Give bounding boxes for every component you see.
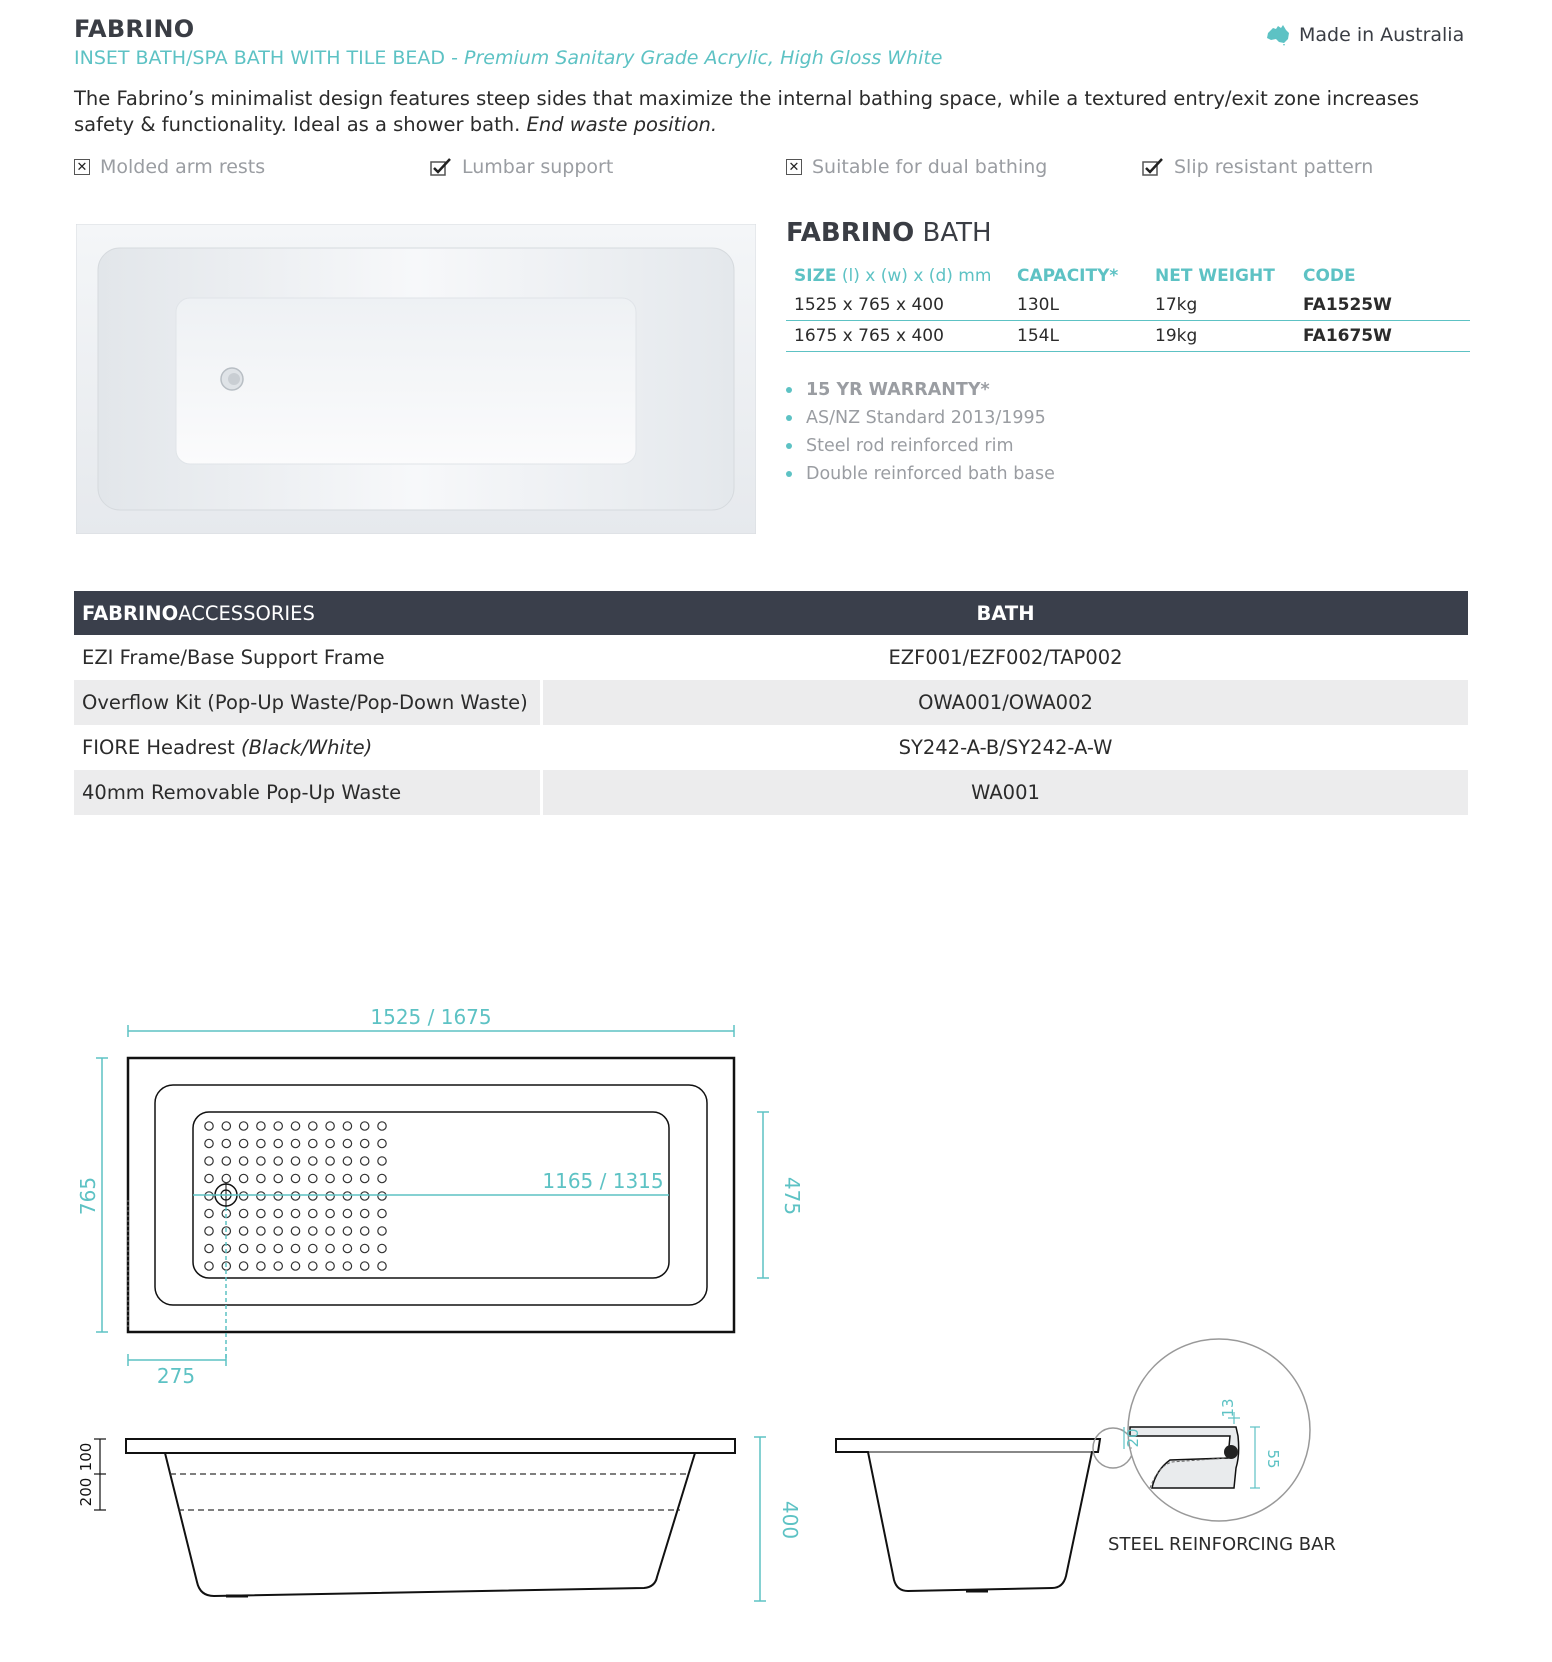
slip-dot	[239, 1122, 247, 1130]
slip-dot	[291, 1122, 299, 1130]
slip-dot	[274, 1139, 282, 1147]
cell-weight: 17kg	[1147, 290, 1295, 321]
product-subtitle	[74, 47, 943, 69]
bath-photo	[76, 224, 756, 534]
accessory-code: WA001	[543, 770, 1468, 815]
made-in-label: Made in Australia	[1299, 24, 1465, 46]
slip-dot	[361, 1157, 369, 1165]
product-title: FABRINO	[74, 15, 195, 43]
dim-length: 1525 / 1675	[370, 1005, 492, 1029]
table-row	[786, 321, 1470, 352]
check-icon	[430, 158, 452, 176]
slip-dot	[274, 1227, 282, 1235]
slip-dot	[361, 1122, 369, 1130]
slip-dot	[378, 1139, 386, 1147]
subtitle-main: INSET BATH/SPA BATH WITH TILE BEAD -	[74, 47, 464, 69]
side-elevation	[94, 1439, 735, 1596]
col-capacity: CAPACITY*	[1017, 266, 1119, 286]
feature-slip-resistant	[1142, 156, 1373, 178]
table-row	[74, 635, 1468, 680]
australia-icon	[1265, 24, 1291, 46]
slip-dot	[205, 1227, 213, 1235]
feature-label: Molded arm rests	[100, 156, 266, 178]
slip-dot	[257, 1244, 265, 1252]
slip-dot	[343, 1244, 351, 1252]
col-size: SIZE (l) x (w) x (d) mm	[794, 266, 992, 286]
slip-dot	[205, 1209, 213, 1217]
col-weight: NET WEIGHT	[1155, 266, 1275, 286]
slip-dot	[239, 1244, 247, 1252]
slip-dot	[274, 1244, 282, 1252]
slip-dot	[361, 1192, 369, 1200]
slip-dot	[326, 1192, 334, 1200]
accessories-header	[74, 591, 1468, 635]
list-item: 15 YR WARRANTY*	[786, 376, 1055, 404]
slip-dot	[291, 1209, 299, 1217]
table-row	[74, 770, 1468, 815]
slip-dot	[205, 1244, 213, 1252]
slip-dot	[257, 1122, 265, 1130]
bath-features-list	[786, 376, 1055, 488]
slip-dot	[274, 1157, 282, 1165]
slip-dot	[205, 1139, 213, 1147]
slip-dot	[274, 1209, 282, 1217]
accessories-table	[74, 591, 1468, 815]
slip-dot	[205, 1192, 213, 1200]
slip-dot	[378, 1192, 386, 1200]
slip-dot	[222, 1139, 230, 1147]
cross-icon: ✕	[74, 159, 90, 175]
slip-dot	[309, 1262, 317, 1270]
slip-dot	[239, 1262, 247, 1270]
slip-dot	[239, 1139, 247, 1147]
dim-depth-200: 200	[77, 1477, 95, 1507]
slip-dot	[361, 1174, 369, 1182]
slip-dot	[361, 1139, 369, 1147]
slip-dot	[343, 1122, 351, 1130]
slip-dot	[257, 1209, 265, 1217]
bath-title-rest: BATH	[914, 218, 992, 248]
accessory-code: SY242-A-B/SY242-A-W	[898, 736, 1113, 759]
slip-dot	[239, 1227, 247, 1235]
slip-dot	[343, 1157, 351, 1165]
cell-code: FA1675W	[1295, 321, 1470, 352]
slip-dot	[326, 1227, 334, 1235]
bath-spec-table	[786, 262, 1470, 352]
slip-dot	[205, 1174, 213, 1182]
dim-detail-20: 20	[1124, 1428, 1142, 1448]
slip-dot	[326, 1244, 334, 1252]
col-code: CODE	[1303, 266, 1356, 286]
slip-dot	[378, 1244, 386, 1252]
spec-header-row	[786, 262, 1470, 290]
list-item: Double reinforced bath base	[786, 460, 1055, 488]
feature-label: Slip resistant pattern	[1174, 156, 1374, 178]
slip-dot	[274, 1174, 282, 1182]
accessories-header-bath: BATH	[543, 591, 1468, 635]
accessory-code: OWA001/OWA002	[543, 680, 1468, 725]
slip-dot	[343, 1209, 351, 1217]
slip-dot	[239, 1157, 247, 1165]
feature-dual-bathing	[786, 156, 1047, 178]
slip-dot	[343, 1139, 351, 1147]
slip-dot	[239, 1174, 247, 1182]
dim-width: 765	[76, 1176, 100, 1216]
slip-dot	[326, 1262, 334, 1270]
made-in-australia	[1265, 24, 1464, 46]
slip-dot	[309, 1244, 317, 1252]
slip-dot	[343, 1192, 351, 1200]
cell-weight: 19kg	[1147, 321, 1295, 352]
slip-dot	[257, 1157, 265, 1165]
slip-dot	[326, 1157, 334, 1165]
slip-dot	[291, 1192, 299, 1200]
slip-dot	[378, 1157, 386, 1165]
feature-arm-rests	[74, 156, 265, 178]
slip-dot	[257, 1192, 265, 1200]
slip-dot	[361, 1262, 369, 1270]
cell-size: 1675 x 765 x 400	[786, 321, 1009, 352]
slip-dot	[309, 1192, 317, 1200]
slip-dot	[291, 1244, 299, 1252]
accessory-name: FIORE Headrest (Black/White)	[82, 736, 373, 759]
accessory-name: EZI Frame/Base Support Frame	[82, 646, 385, 669]
slip-dot	[326, 1209, 334, 1217]
product-description	[74, 86, 1474, 138]
slip-dot	[291, 1227, 299, 1235]
slip-dot	[257, 1262, 265, 1270]
dim-waste-offset: 275	[156, 1364, 196, 1388]
slip-dot	[222, 1157, 230, 1165]
slip-dot	[326, 1174, 334, 1182]
dim-depth: 400	[778, 1500, 802, 1540]
accessory-name: Overflow Kit (Pop-Up Waste/Pop-Down Waste)	[74, 680, 540, 725]
slip-dot	[343, 1174, 351, 1182]
slip-dot	[326, 1139, 334, 1147]
dim-inner-width: 475	[780, 1176, 804, 1216]
dim-depth-100: 100	[77, 1442, 95, 1472]
slip-dot	[205, 1122, 213, 1130]
slip-dot	[239, 1209, 247, 1217]
subtitle-material: Premium Sanitary Grade Acrylic, High Gloss White	[463, 47, 943, 69]
slip-dot	[257, 1139, 265, 1147]
table-row	[786, 290, 1470, 321]
slip-dot	[239, 1192, 247, 1200]
feature-lumbar	[430, 156, 613, 178]
description-waste: End waste position.	[526, 113, 718, 136]
table-row	[74, 725, 1468, 770]
slip-dot	[274, 1192, 282, 1200]
slip-dot	[309, 1157, 317, 1165]
slip-dot	[343, 1227, 351, 1235]
dim-detail-13: 13	[1219, 1398, 1237, 1418]
slip-dot	[205, 1262, 213, 1270]
accessory-code: EZF001/EZF002/TAP002	[888, 646, 1123, 669]
slip-dot	[309, 1209, 317, 1217]
slip-dot	[309, 1139, 317, 1147]
slip-dot	[291, 1139, 299, 1147]
slip-dot	[378, 1174, 386, 1182]
slip-dot	[205, 1157, 213, 1165]
cell-size: 1525 x 765 x 400	[786, 290, 1009, 321]
slip-dot	[309, 1174, 317, 1182]
slip-dot	[361, 1209, 369, 1217]
slip-dot	[222, 1174, 230, 1182]
slip-dot	[291, 1262, 299, 1270]
cell-capacity: 154L	[1009, 321, 1147, 352]
list-item: AS/NZ Standard 2013/1995	[786, 404, 1055, 432]
feature-label: Lumbar support	[462, 156, 614, 178]
bath-section-title	[786, 218, 992, 248]
slip-dot	[378, 1122, 386, 1130]
slip-dot	[222, 1122, 230, 1130]
technical-drawing	[0, 980, 1552, 1640]
dim-inner-length: 1165 / 1315	[542, 1169, 664, 1193]
accessory-name: 40mm Removable Pop-Up Waste	[74, 770, 540, 815]
slip-dot	[309, 1227, 317, 1235]
dim-detail-55: 55	[1264, 1449, 1282, 1469]
slip-dot	[361, 1244, 369, 1252]
slip-dot	[378, 1209, 386, 1217]
slip-dot	[274, 1262, 282, 1270]
description-text: The Fabrino’s minimalist design features steep sides that maximize the internal bathing space, while a textured entry/exit zone increases safety & functionality. Ideal as a shower bath.	[74, 87, 1420, 136]
slip-dot	[309, 1122, 317, 1130]
slip-dot	[343, 1262, 351, 1270]
check-icon	[1142, 158, 1164, 176]
bath-title-bold: FABRINO	[786, 218, 915, 248]
detail-label: STEEL REINFORCING BAR	[1108, 1534, 1336, 1555]
list-item: Steel rod reinforced rim	[786, 432, 1055, 460]
slip-dot	[257, 1227, 265, 1235]
slip-dot	[291, 1157, 299, 1165]
slip-dot	[326, 1122, 334, 1130]
slip-dot	[274, 1122, 282, 1130]
feature-label: Suitable for dual bathing	[812, 156, 1048, 178]
accessories-header-label: FABRINO ACCESSORIES	[74, 591, 540, 635]
cross-icon: ✕	[786, 159, 802, 175]
slip-dot	[257, 1174, 265, 1182]
slip-dot	[378, 1262, 386, 1270]
slip-dot	[291, 1174, 299, 1182]
table-row	[74, 680, 1468, 725]
cell-code: FA1525W	[1295, 290, 1470, 321]
slip-dot	[378, 1227, 386, 1235]
slip-dot	[361, 1227, 369, 1235]
cell-capacity: 130L	[1009, 290, 1147, 321]
